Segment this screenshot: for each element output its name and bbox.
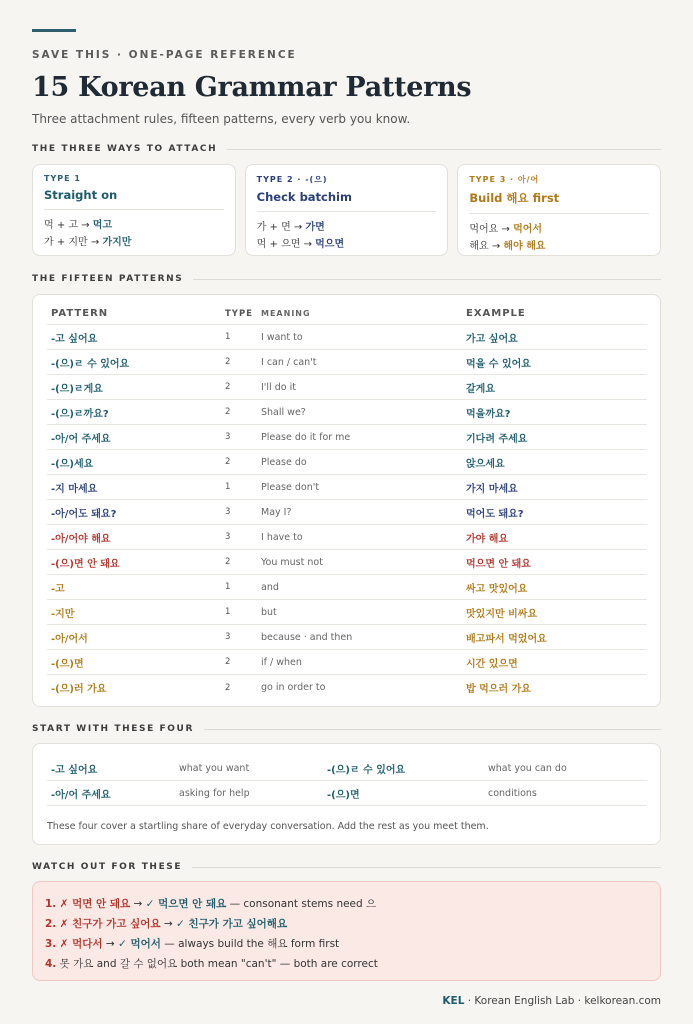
top-accent-rule <box>32 29 76 32</box>
header-pattern: PATTERN <box>51 308 109 319</box>
meaning-cell: if / when <box>261 656 302 668</box>
type-cell: 3 <box>225 532 231 542</box>
header-meaning: MEANING <box>261 309 311 318</box>
footer-brand: KEL <box>442 995 465 1007</box>
type-tag: TYPE 2 · -(으) <box>256 175 328 184</box>
patterns-table <box>47 303 647 700</box>
type-cell: 1 <box>225 582 231 592</box>
meaning-cell: Please don't <box>261 481 320 493</box>
page-title: 15 Korean Grammar Patterns <box>32 72 472 103</box>
table-row <box>47 600 647 625</box>
type-cell: 2 <box>225 407 231 417</box>
table-row <box>47 675 647 700</box>
table-row <box>47 325 647 350</box>
table-row <box>47 625 647 650</box>
meaning-cell: Shall we? <box>261 406 306 418</box>
type-cell: 3 <box>225 507 231 517</box>
watch-out-card <box>32 881 661 981</box>
meaning-cell: You must not <box>261 556 323 568</box>
meaning-cell: and <box>261 581 279 593</box>
meaning-cell: but <box>261 606 277 618</box>
table-row <box>47 650 647 675</box>
start-four-grid <box>47 756 647 806</box>
type-card-1 <box>32 164 236 256</box>
table-row <box>47 350 647 375</box>
table-row <box>47 425 647 450</box>
pattern-cell: -(으)세요 <box>51 458 94 470</box>
type-tag: TYPE 3 · 아/어 <box>469 175 540 184</box>
header-type: TYPE <box>225 308 253 319</box>
meaning-cell: I have to <box>261 531 303 543</box>
meaning-cell: go in order to <box>261 682 326 693</box>
section-watch-heading: WATCH OUT FOR THESE <box>32 862 661 872</box>
footer <box>442 995 661 1007</box>
type-cell: 1 <box>225 482 231 492</box>
meaning-cell: because · and then <box>261 631 353 643</box>
type-cell: 2 <box>225 357 231 367</box>
table-row <box>47 450 647 475</box>
pattern-cell: -지 마세요 <box>51 483 98 495</box>
example-cell: 먹을까요? <box>466 408 511 420</box>
type-cell: 2 <box>225 557 231 567</box>
type-cell: 3 <box>225 432 231 442</box>
section-four-heading: START WITH THESE FOUR <box>32 724 661 734</box>
type-cell: 2 <box>225 682 231 693</box>
type-name: Build 해요 first <box>469 190 649 214</box>
type-cell: 1 <box>225 332 231 342</box>
start-four-note: These four cover a startling share of everyday conversation. Add the rest as you meet them. <box>47 821 489 832</box>
section-attach-heading: THE THREE WAYS TO ATTACH <box>32 144 661 154</box>
example-cell: 시간 있으면 <box>466 658 518 670</box>
attach-types <box>32 164 661 256</box>
watch-item: 3. ✗ 먹다서 → ✓ 먹어서 — always build the 해요 form first <box>45 938 340 950</box>
type-cell: 1 <box>225 607 231 617</box>
table-row <box>47 475 647 500</box>
table-row <box>47 525 647 550</box>
pattern-cell: -(으)ㄹ게요 <box>51 383 103 395</box>
type-cell: 2 <box>225 457 231 467</box>
meaning-cell: I want to <box>261 331 303 343</box>
table-row <box>47 500 647 525</box>
type-examples: 먹 + 고 → 먹고 가 + 지만 → 가지만 <box>44 220 132 248</box>
example-cell: 배고파서 먹었어요 <box>466 633 547 645</box>
table-row <box>47 400 647 425</box>
example-cell: 갈게요 <box>466 383 495 395</box>
type-card-3 <box>457 164 661 256</box>
list-item: -고 싶어요 what you want -(으)ㄹ 수 있어요 what you can do <box>47 756 647 781</box>
pattern-cell: -(으)ㄹ 수 있어요 <box>51 358 130 370</box>
table-header <box>47 303 647 325</box>
example-cell: 앉으세요 <box>466 458 505 470</box>
table-row <box>47 575 647 600</box>
meaning-cell: May I? <box>261 506 292 518</box>
example-cell: 가지 마세요 <box>466 483 518 495</box>
pattern-cell: -아/어야 해요 <box>51 533 111 545</box>
patterns-table-card <box>32 294 661 707</box>
eyebrow: SAVE THIS · ONE-PAGE REFERENCE <box>32 49 297 61</box>
pattern-cell: -고 <box>51 583 65 595</box>
meaning-cell: Please do <box>261 456 307 468</box>
example-cell: 맛있지만 비싸요 <box>466 608 538 620</box>
meaning-cell: I can / can't <box>261 356 317 368</box>
example-cell: 싸고 맛있어요 <box>466 583 528 595</box>
pattern-cell: -아/어도 돼요? <box>51 508 117 520</box>
pattern-cell: -(으)면 <box>51 658 84 670</box>
type-name: Straight on <box>44 188 224 210</box>
start-four-card <box>32 743 661 845</box>
header-example: EXAMPLE <box>466 308 526 319</box>
watch-item: 4. 못 가요 and 갈 수 없어요 both mean "can't" — both are correct <box>45 958 378 970</box>
pattern-cell: -지만 <box>51 608 75 620</box>
table-row <box>47 375 647 400</box>
watch-item: 1. ✗ 먹면 안 돼요 → ✓ 먹으면 안 돼요 — consonant stems need 으 <box>45 898 377 910</box>
example-cell: 먹으면 안 돼요 <box>466 558 531 570</box>
example-cell: 기다려 주세요 <box>466 433 528 445</box>
meaning-cell: Please do it for me <box>261 431 351 443</box>
pattern-cell: -(으)ㄹ까요? <box>51 408 109 420</box>
type-card-2 <box>245 164 449 256</box>
type-examples: 가 + 면 → 가면 먹 + 으면 → 먹으면 <box>256 222 345 250</box>
pattern-cell: -(으)면 안 돼요 <box>51 558 120 570</box>
type-examples: 먹어요 → 먹어서 해요 → 해야 해요 <box>469 224 546 252</box>
example-cell: 가야 해요 <box>466 533 509 545</box>
type-tag: TYPE 1 <box>44 174 81 183</box>
type-cell: 3 <box>225 632 231 642</box>
type-name: Check batchim <box>257 190 437 212</box>
example-cell: 먹을 수 있어요 <box>466 358 531 370</box>
watch-item: 2. ✗ 친구가 가고 싶어요 → ✓ 친구가 가고 싶어해요 <box>45 918 288 930</box>
pattern-cell: -(으)러 가요 <box>51 684 107 695</box>
example-cell: 먹어도 돼요? <box>466 508 524 520</box>
type-cell: 2 <box>225 657 231 667</box>
pattern-cell: -아/어서 <box>51 633 88 645</box>
example-cell: 밥 먹으러 가요 <box>466 684 531 695</box>
example-cell: 가고 싶어요 <box>466 333 518 345</box>
table-row <box>47 550 647 575</box>
section-patterns-heading: THE FIFTEEN PATTERNS <box>32 274 661 284</box>
pattern-cell: -아/어 주세요 <box>51 433 111 445</box>
page-subtitle: Three attachment rules, fifteen patterns, every verb you know. <box>32 112 411 126</box>
type-cell: 2 <box>225 382 231 392</box>
pattern-cell: -고 싶어요 <box>51 333 98 345</box>
meaning-cell: I'll do it <box>261 381 296 393</box>
footer-text: · Korean English Lab · kelkorean.com <box>464 995 661 1007</box>
list-item: -아/어 주세요 asking for help -(으)면 conditions <box>47 781 647 806</box>
